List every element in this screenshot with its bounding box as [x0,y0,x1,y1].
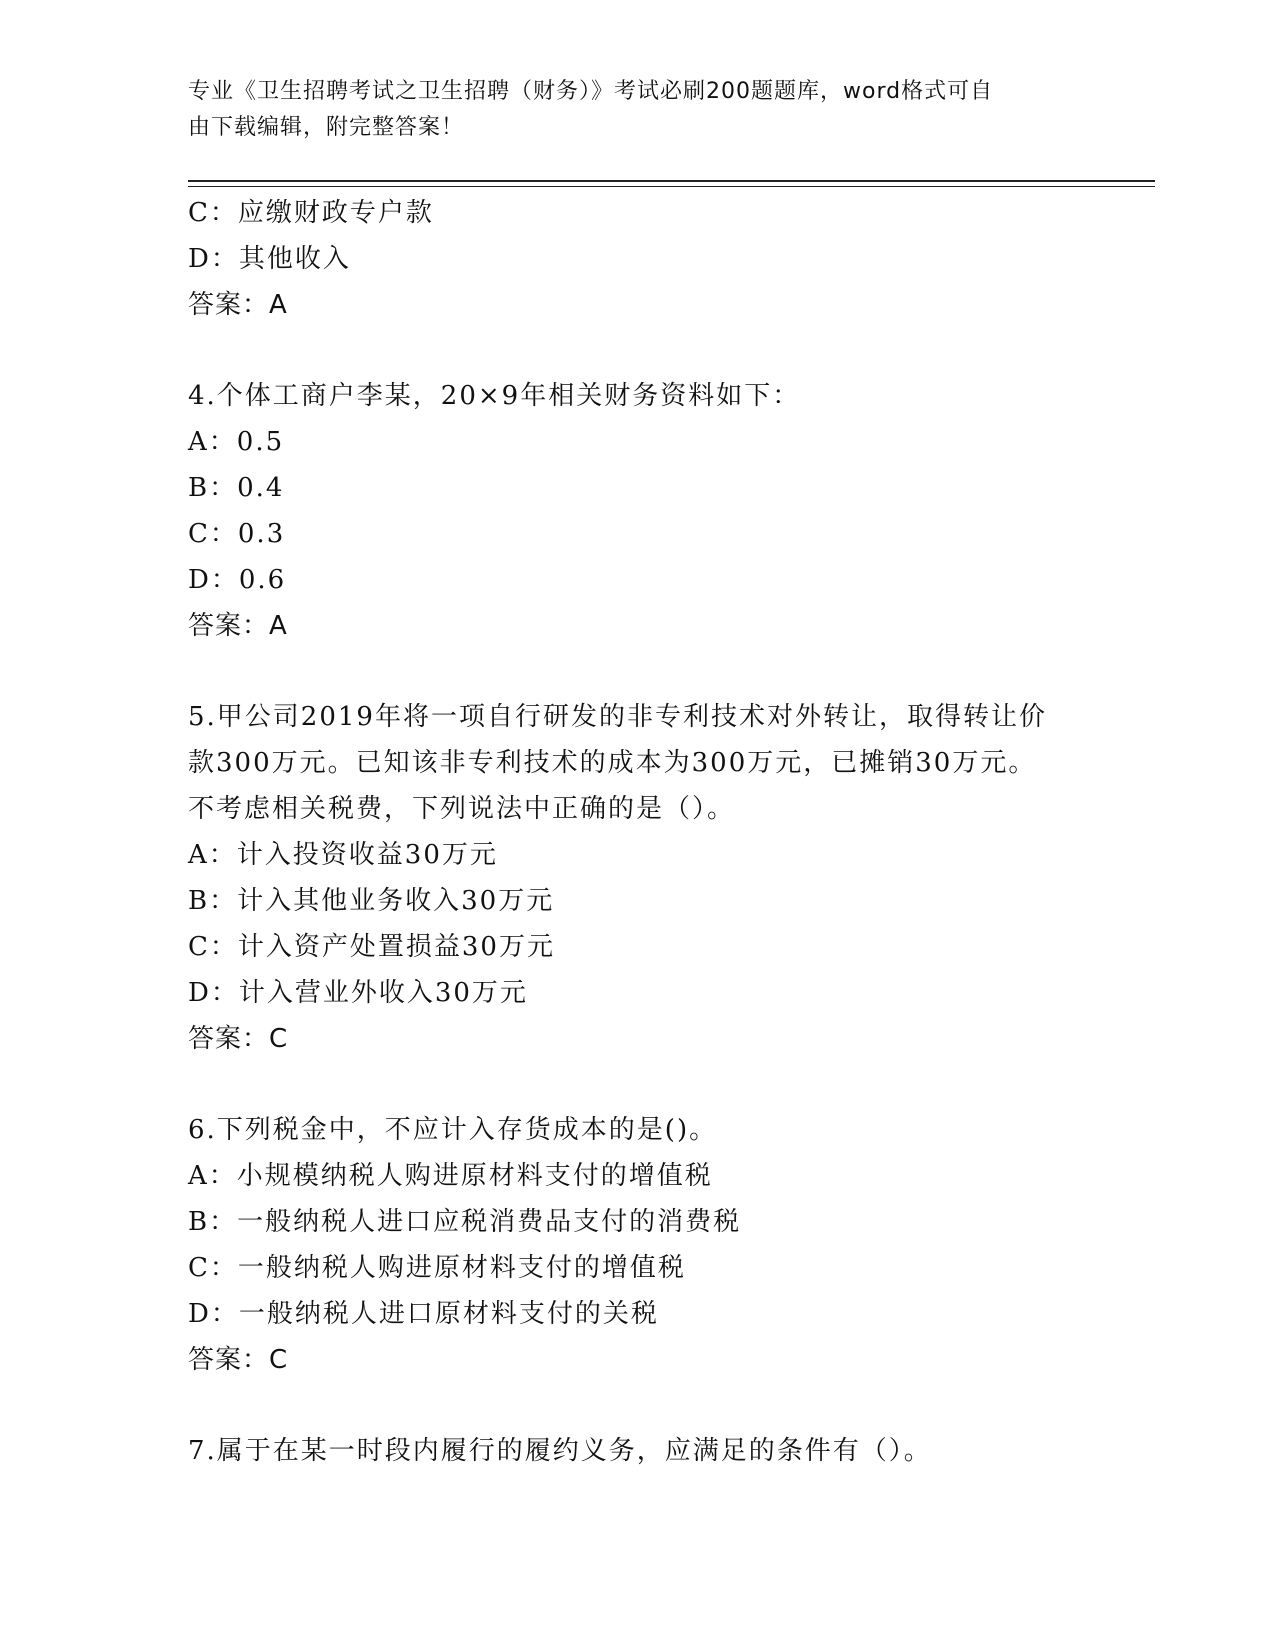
question-stem: 6.下列税金中，不应计入存货成本的是()。 [188,1115,718,1145]
question-stem: 7.属于在某一时段内履行的履约义务，应满足的条件有（）。 [188,1436,932,1466]
answer: 答案：A [188,611,288,641]
option-d: D：计入营业外收入30万元 [188,978,528,1008]
option-a: A：0.5 [188,427,285,457]
option-b: B：0.4 [188,473,285,503]
document-header [188,74,1068,146]
question-stem: 4.个体工商户李某，20×9年相关财务资料如下： [188,381,801,411]
answer: 答案：A [188,290,288,320]
question-stem: 款300万元。已知该非专利技术的成本为300万元，已摊销30万元。 [188,748,1037,778]
option-a: A：计入投资收益30万元 [188,840,498,870]
option-d: D：一般纳税人进口原材料支付的关税 [188,1299,659,1329]
option-a: A：小规模纳税人购进原材料支付的增值税 [188,1161,713,1191]
spacer [188,1383,1088,1428]
option-c: C：0.3 [188,519,286,549]
option-c: C：应缴财政专户款 [188,198,434,228]
question-4 [188,373,1088,649]
question-stem: 不考虑相关税费，下列说法中正确的是（）。 [188,794,736,824]
option-d: D：0.6 [188,565,287,595]
header-divider-thin [188,186,1155,187]
option-b: B：一般纳税人进口应税消费品支付的消费税 [188,1207,742,1237]
answer: 答案：C [188,1024,289,1054]
option-b: B：计入其他业务收入30万元 [188,886,555,916]
spacer [188,649,1088,694]
option-d: D：其他收入 [188,244,351,274]
spacer [188,328,1088,373]
question-stem: 5.甲公司2019年将一项自行研发的非专利技术对外转让，取得转让价 [188,702,1047,732]
answer: 答案：C [188,1345,289,1375]
question-6 [188,1107,1088,1383]
option-c: C：计入资产处置损益30万元 [188,932,555,962]
question-list [188,190,1088,1474]
spacer [188,1062,1088,1107]
question-partial [188,190,1088,328]
question-7 [188,1428,1088,1474]
header-line-2: 由下载编辑，附完整答案！ [188,115,465,140]
header-divider-thick [188,180,1155,182]
question-5 [188,694,1088,1062]
header-line-1: 专业《卫生招聘考试之卫生招聘（财务）》考试必刷200题题库，word格式可自 [188,79,994,104]
option-c: C：一般纳税人购进原材料支付的增值税 [188,1253,686,1283]
